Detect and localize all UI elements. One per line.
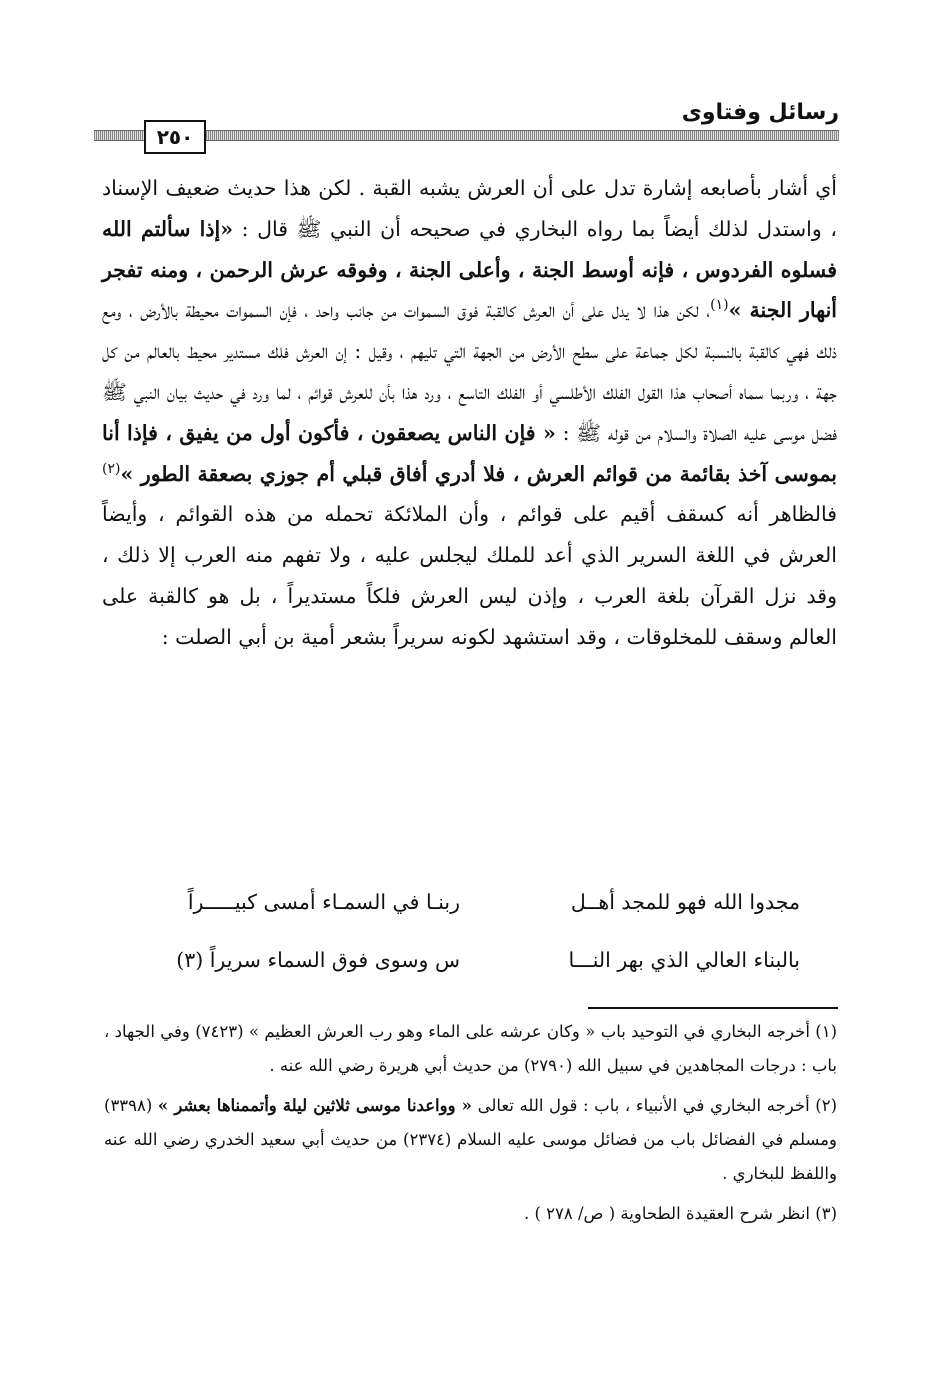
verse-line bbox=[140, 936, 800, 994]
text-segment: فالظاهر أنه كسقف أقيم على قوائم ، وأن الملائكة تحمله من هذه القوائم ، وأيضاً العرش في اللغة السرير الذي أعد للملك ليجلس عليه ، ولا تفهم منه العرب إلا ذلك ، وقد نزل القرآن بلغة العرب ، وإذن ليس العرش فلكاً مستديراً ، بل هو كالقبة على العالم وسقف للمخلوقات ، وقد استشهد لكونه سريراً بشعر أمية بن أبي الصلت : bbox=[102, 502, 837, 649]
hemistich-with-ref bbox=[140, 936, 460, 994]
footnote-separator bbox=[588, 1007, 838, 1009]
main-text bbox=[102, 168, 837, 658]
book-title: رسائل وفتاوى bbox=[681, 100, 839, 125]
hemistich: ربنـا في السمـاء أمسى كبيـــــراً bbox=[187, 890, 460, 914]
page-header bbox=[94, 96, 839, 156]
footnote-ref: (١) bbox=[710, 297, 729, 314]
verse-line bbox=[140, 878, 800, 936]
footnotes bbox=[104, 1015, 837, 1237]
text-segment: أي أشار بأصابعه إشارة تدل على أن العرش يشبه القبة . لكن هذا حديث ضعيف الإسناد ، واستدل لذلك أيضاً بما رواه البخاري في صحيحه أن النبي ﷺ قال : bbox=[102, 176, 838, 241]
text-segment: (٢) أخرجه البخاري في الأنبياء ، باب : قول الله تعالى bbox=[471, 1096, 837, 1115]
footnote-ref: (٣) bbox=[176, 948, 204, 972]
text-segment: ، لكن هذا لا يدل على أن العرش كالقبة فوق السموات من جانب واحد ، فإن السموات محيطة بالأرض ، ومع ذلك فهي كالقبة بالنسبة لكل جماعة على سطح الأرض من الجهة التي تليهم ، وقيل : إن العرش فلك مستدير محيط بالعالم من كل جهة ، وربما سماه أصحاب هذا القول الفلك الأطلسي أو الفلك التاسع ، ورد هذا بأن للعرش قوائم ، لما ورد في حديث بيان النبي ﷺ فضل موسى عليه الصلاة والسلام من قوله ﷺ : bbox=[102, 298, 838, 445]
footnote-1: (١) أخرجه البخاري في التوحيد باب « وكان عرشه على الماء وهو رب العرش العظيم » (٧٤٢٣) وفي الجهاد ، باب : درجات المجاهدين في سبيل الله (٢٧٩٠) من حديث أبي هريرة رضي الله عنه . bbox=[104, 1022, 837, 1075]
hemistich: بالبناء العالي الذي بهر النـــا bbox=[568, 948, 800, 972]
page-number: ٢٥٠ bbox=[144, 120, 206, 154]
quran-quote: « وواعدنا موسى ثلاثين ليلة وأتممناها بعشر » bbox=[157, 1096, 472, 1115]
footnote-3: (٣) انظر شرح العقيدة الطحاوية ( ص/ ٢٧٨ ) . bbox=[523, 1204, 837, 1223]
main-paragraph bbox=[102, 168, 837, 658]
poetry-block bbox=[140, 878, 800, 994]
footnote-2 bbox=[104, 1089, 837, 1191]
hadith-quote: «إذا سألتم الله فسلوه الفردوس ، فإنه أوسط الجنة ، وأعلى الجنة ، وفوقه عرش الرحمن ، ومنه تفجر أنهار الجنة » bbox=[102, 216, 838, 323]
hemistich: س وسوى فوق السماء سريراً bbox=[209, 948, 460, 972]
text-segment: (٣٣٩٨) ومسلم في الفضائل باب من فضائل موسى عليه السلام (٢٣٧٤) من حديث أبي سعيد الخدري رضي الله عنه واللفظ للبخاري . bbox=[104, 1096, 837, 1183]
hadith-quote: « فإن الناس يصعقون ، فأكون أول من يفيق ، فإذا أنا بموسى آخذ بقائمة من قوائم العرش ، فلا أدري أفاق قبلي أم جوزي بصعقة الطور » bbox=[102, 420, 837, 486]
footnote-ref: (٢) bbox=[102, 460, 121, 477]
hemistich: مجدوا الله فهو للمجد أهــل bbox=[570, 890, 800, 914]
